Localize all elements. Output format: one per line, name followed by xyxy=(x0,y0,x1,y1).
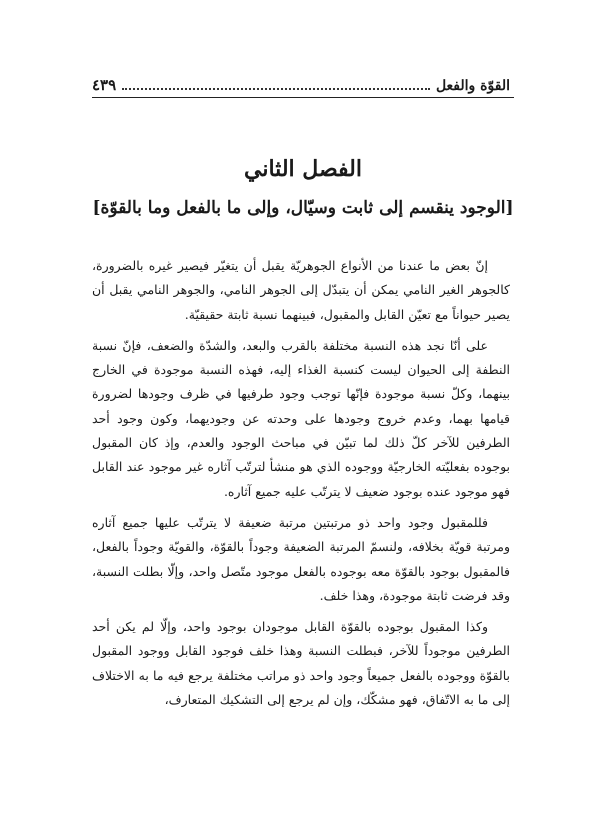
page-number: ٤٣٩ xyxy=(92,76,117,94)
paragraph: فللمقبول وجود واحد ذو مرتبتين مرتبة ضعيفة لا يترتّب عليها جميع آثاره ومرتبة قويّة بخلافه، ولنسمّ المرتبة الضعيفة وجوداً بالقوّة، والقويّة وجوداً بالفعل، فالمقبول بوجود بالقوّة معه بوجوده بالفعل موجود متّصل واحد، وإلّا بطلت النسبة، وقد فرضت ثابتة موجودة، وهذا خلف. xyxy=(92,514,510,603)
chapter-subtitle: [الوجود ينقسم إلى ثابت وسيّال، وإلى ما بالفعل وما بالقوّة] xyxy=(92,198,514,218)
body-text xyxy=(92,254,510,719)
dotted-leader xyxy=(122,87,430,90)
paragraph: على أنّا نجد هذه النسبة مختلفة بالقرب والبعد، والشدّة والضعف، فإنّ نسبة النطفة إلى الحيوان ليست كنسبة الغذاء إليه، فهذه النسبة موجودة في الخارج بينهما، وكلّ نسبة موجودة فإنّها توجب وجود طرفيها في ظرف وجودها لضرورة قيامها بهما، وعدم خروج وجودها على وحدته عن وجوديهما، وكون وجود أحد الطرفين للآخر كلّ ذلك لما تبيّن في مباحث الوجود والعدم، وإذ كان المقبول بوجوده بفعليّته الخارجيّة ووجوده الذي هو منشأ لترتّب آثاره غير موجود عند القابل فهو موجود عنده بوجود ضعيف لا يترتّب عليه جميع آثاره. xyxy=(92,337,510,499)
chapter-title: الفصل الثاني xyxy=(244,156,362,182)
running-header-title: القوّة والفعل xyxy=(435,78,510,94)
paragraph: وكذا المقبول بوجوده بالقوّة القابل موجودان بوجود واحد، وإلّا لم يكن أحد الطرفين موجوداً للآخر، فبطلت النسبة وهذا خلف فوجود القابل ووجود المقبول بالقوّة ووجوده بالفعل جميعاً وجود واحد ذو مراتب مختلفة يرجع فيه ما به الاختلاف إلى ما به الاتّفاق، فهو مشكّك، وإن لم يرجع إلى التشكيك المتعارف، xyxy=(92,619,510,708)
header-rule xyxy=(92,97,514,98)
running-header xyxy=(92,70,510,94)
paragraph: إنّ بعض ما عندنا من الأنواع الجوهريّة يقبل أن يتغيّر فيصير غيره بالضرورة، كالجوهر الغير النامي يمكن أن يتبدّل إلى الجوهر النامي، والجوهر النامي يقبل أن يصير حيواناً مع تعيّن القابل والمقبول، فبينهما نسبة ثابتة حقيقيّة. xyxy=(92,258,510,322)
